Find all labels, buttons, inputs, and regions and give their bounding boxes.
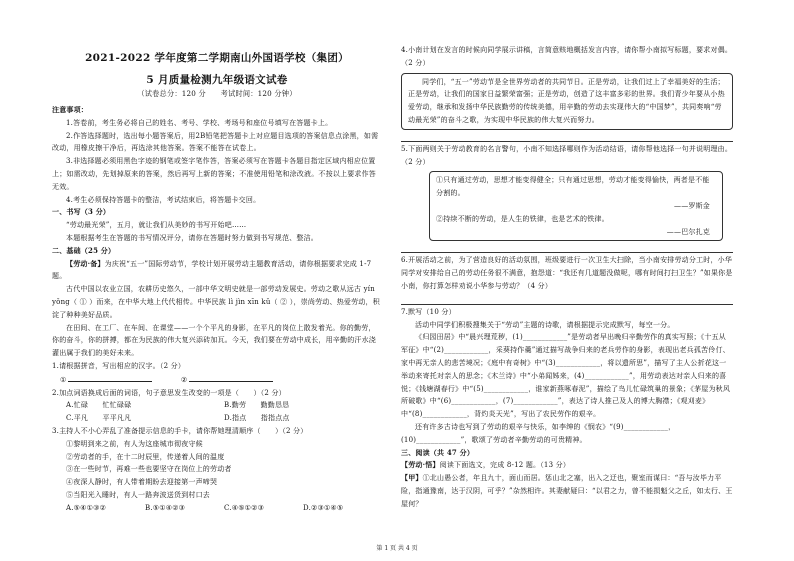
page-number: 第 1 页 共 4 页 [376,545,418,552]
notes-item: 1.答卷前，考生务必将自己的姓名、考号、学校、考场号和座位号填写在答题卡上。 [66,118,333,127]
question-7-intro: 活动中同学们积极搜集关于“劳动”主题的诗歌，请根据提示完成默写，每空一分。 [415,320,675,329]
blank-label: ② [180,375,188,384]
basics-passage-paragraph: 古代中国以农业立国，农耕历史悠久，一部中华文明史就是一部劳动发展史。劳动之歌从远古 yín yǒng（ ① ）而来，在中华大地上代代相传。中华民族 lì jìn xīn kǔ（ ② ），崇尚劳动、热爱劳动，积淀了种种美好品质。 [52,285,380,319]
reading-passage-text: ①北山愚公者，年且九十，面山而居。惩山北之塞，出入之迂也，聚室而谋曰：“吾与汝毕力平险，指通豫南，达于汉阴，可乎？”杂然相许。其妻献疑曰：“以君之力，曾不能损魁父之丘，如太行、王屋何？ [401,474,733,508]
question-3-item: ③在一些时节，再难一些也要坚守在岗位上的劳动者 [66,465,232,474]
question-3-item: ⑤当阳光入睡时，有人一路奔波送货到村口去 [66,490,210,499]
reading-intro [401,459,733,472]
answer-line [401,293,733,305]
writing-paragraph: “劳动最光荣”，五月，就让我们从美妙的书写开始吧…… [66,221,247,230]
basics-intro-text: 为庆祝“五一”国际劳动节，学校计划开展劳动主题教育活动，请你根据要求完成 1-7 题。 [52,259,372,281]
exam-title-line1: 2021-2022 学年度第二学期南山外国语学校（集团） [85,52,349,64]
notes-item: 3.非选择题必须用黑色字迹的钢笔或签字笔作答，答案必须写在答题卡各题目指定区域内相应位置上；如需改动，先划掉原来的答案，然后再写上新的答案；不准使用铅笔和涂改液。不按以上要求作答无效。 [52,157,376,191]
question-3-options [52,502,382,515]
notes-heading: 注意事项： [52,105,88,114]
question-2-stem: 2.加点词语换成后面的词语，句子意思发生改变的一项是（ ）（2 分） [52,388,286,397]
option: B.勤劳 勤勤恳恳 [224,401,290,410]
basics-intro [52,258,382,284]
speech-text: 同学们，“五一”劳动节是全世界劳动者的共同节日。正是劳动，让我们过上了幸福美好的生活；正是劳动，让我们的国家日益繁荣富强；正是劳动，创造了这丰富多彩的世界。我们青少年要从小热爱劳动，继承和发扬中华民族勤劳的传统美德，用辛勤的劳动去实现伟大的“中国梦”，共同奏响“劳动最光荣”的奋斗之歌，为实现中华民族的伟大复兴而努力。 [408,77,725,124]
question-1-blanks [52,373,382,387]
reading-passage-label: 【甲】 [401,473,423,483]
notes-item: 2.作答选择题时，选出每小题答案后，用2B铅笔把答题卡上对应题目选项的答案信息点涂黑，如需改动，用橡皮擦干净后，再选涂其他答案。答案不能答在试卷上。 [52,131,379,153]
option: C.④⑤①②③ [224,503,265,512]
basics-passage-paragraph: 在田间、在工厂、在车间、在课堂——一个个平凡的身影，在平凡的岗位上散发着光。你的勤劳，你的奋斗，你的拼搏，都在为民族的伟大复兴添砖加瓦。今天，我们要在劳动中成长，用辛勤的汗水浇灌出属于我们的美好未来。 [52,323,376,358]
question-2-options [52,399,382,425]
reading-intro-text: 阅读下面选文，完成 8-12 题。（13 分） [439,461,571,470]
question-7-passage: 《归园田居》中“晨兴理荒秽，(1)____________”是劳动者早出晚归辛勤劳作的真实写照；《十五从军征》中“(2)____________，采葵持作羹”通过描写战争归来的老兵劳作的身影，表现出老兵孤苦伶仃、家中再无亲人的悲苦境况；《庭中有奇树》中“(3)____________，将以遗所思”，描写了主人公折花这一举动来寄托对亲人的思念；《木兰诗》中“小弟闻姊来，(4)____________”，用劳动表达对亲人归来的喜悦；《钱塘湖春行》中“(5)____________，谁家新燕啄春泥”，描绘了鸟儿忙碌筑巢的景象；《茅屋为秋风所破歌》中“(6)____________，(7)____________”，表达了诗人推己及人的博大胸襟；《观刈麦》中“(8)____________，背灼炎天光”，写出了农民劳作的艰辛。 [401,333,731,419]
left-column [52,50,382,515]
option: B.⑤①④②③ [145,503,186,512]
right-column [401,44,733,511]
quote-author: ——罗斯金 [674,201,710,210]
writing-paragraph: 本题根据考生在答题的书写情况评分，请你在答题时努力做到书写规范、整洁。 [66,233,318,242]
exam-title-line2: 5 月质量检测九年级语文试卷 [146,74,288,86]
option: C.平凡 平平凡凡 [66,414,132,423]
answer-line [401,241,733,253]
section-writing-heading: 一、书写（3 分） [52,207,111,217]
question-5-stem: 5.下面两则关于劳动教育的名言警句，小南不知选择哪则作为活动结语，请你帮他选择一句并说明理由。（2 分） [401,144,733,166]
question-7-extra: 还有许多古诗也写到了劳动的艰辛与快乐，如李绅的《悯农》“(9)____________，(10)____________”，歌颂了劳动者辛勤劳动的可贵精神。 [401,422,676,444]
score-info: （试卷总分：120 分 考试时间：120 分钟） [137,89,297,98]
option: A.⑤④①③② [66,503,107,512]
option: D.②③①④⑤ [303,503,344,512]
quote-author: ——巴尔扎克 [666,227,710,236]
answer-blank [189,373,273,382]
basics-intro-label: 【劳动·备】 [66,258,105,268]
notes-item: 4.考生必须保持答题卡的整洁，考试结束后，将答题卡交回。 [66,195,261,204]
reading-passage [401,472,733,510]
answer-blank [68,373,152,382]
option: A.忙碌 忙忙碌碌 [66,401,132,410]
question-3-item: ①黎明到来之前，有人为这座城市彻夜守候 [66,439,203,448]
section-basics-heading: 二、基础（25 分） [52,245,116,255]
reading-intro-label: 【劳动·悟】 [401,460,440,470]
question-3-item: ④夜深人静时，有人带着期盼去迎接第一声啼哭 [66,478,218,487]
option: D.指点 指指点点 [224,414,290,423]
question-7-stem: 7.默写（10 分） [401,307,456,316]
blank-label: ① [60,375,67,384]
quote-text: ②持续不断的劳动，是人生的铁律，也是艺术的铁律。 [436,214,609,223]
question-5-quotes-box [429,171,723,241]
question-1-stem: 1.请根据拼音，写出相应的汉字。（2 分） [52,361,186,370]
answer-line [401,130,733,142]
question-3-item: ②劳动者的手，在十二时辰里，传递着人间的温度 [66,452,225,461]
question-3-stem: 3.主持人不小心弄乱了准备提示信息的手卡，请你帮她理清顺序（ ）（2 分） [52,426,308,435]
quote-text: ①只有通过劳动，思想才能变得健全；只有通过思想，劳动才能变得愉快，两者是不能分割的。 [436,176,710,198]
section-reading-heading: 三、阅读（共 47 分） [401,447,475,457]
question-6-stem: 6.开展活动之前，为了营造良好的活动氛围，班级要进行一次卫生大扫除，当小南安排劳动分工时，小华同学对安排给自己的劳动任务很不满意，抱怨道：“我还有几道题没做呢，哪有时间打扫卫生？”如果你是小南，你打算怎样劝说小华参与劳动？（4 分） [401,256,733,290]
question-4-stem: 4.小南计划在发言的时候向同学展示讲稿，言简意赅地概括发言内容，请你帮小南拟写标题，要求对偶。（2 分） [401,46,733,67]
question-4-speech-box [401,73,733,130]
